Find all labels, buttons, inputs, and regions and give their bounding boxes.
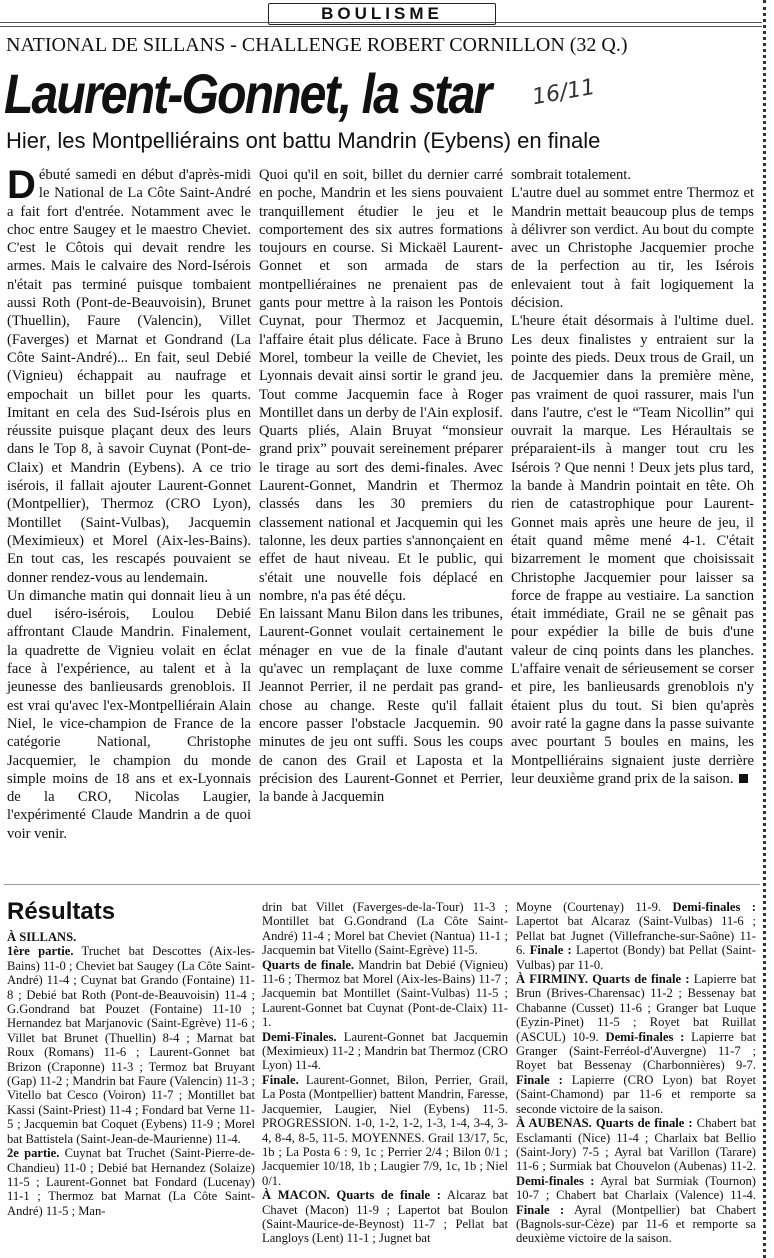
article-paragraph: sombrait totalement. — [511, 167, 631, 183]
round-text: Lapertot bat Alcaraz (Saint-Vulbas) 11-6 ; Pellat bat Jugnet (Villefranche-sur-Saône) 11-6. — [516, 914, 756, 958]
results-entry — [262, 958, 508, 1030]
round-text: Lapertot (Bondy) bat Pellat (Saint-Vulbas) par 11-0. — [516, 943, 756, 972]
round-text: Lapierre bat Brun (Brives-Charensac) 11-2 ; Bessenay bat Chabanne (Cusset) 11-6 ; Granger bat Luque (Eyzin-Pinet) 11-5 ; Royet bat Ruillat (ASCUL) 10-9. — [516, 972, 756, 1044]
results-entry — [7, 1146, 255, 1218]
round-text: Laurent-Gonnet bat Jacquemin (Meximieux) 11-2 ; Mandrin bat Thermoz (CRO Lyon) 11-4. — [262, 1029, 508, 1073]
results-entry — [516, 972, 756, 1116]
round-text: Ayral (Montpellier) bat Chabert (Bagnols-sur-Cèze) par 11-6 et remporte sa deuxième victoire de la saison. — [516, 1202, 756, 1246]
results-entry — [516, 900, 756, 972]
rubric-rule-lower — [0, 26, 762, 27]
venue-heading: À MACON. — [262, 1188, 330, 1203]
round-text: Chabert bat Esclamanti (Nice) 11-4 ; Charlaix bat Bellio (Saint-Jory) 7-5 ; Ayral bat Varillon (Tarare) 11-6 ; Surmiak bat Chouvelon (Aubenas) 11-2. — [516, 1116, 756, 1174]
article-paragraph: Quarts pliés, Alain Bruyat “monsieur grand prix” pouvait sereinement préparer le tirage au sort des demi-finales. Avec Laurent-Gonnet, Mandrin et Thermoz classés dans les 30 premiers du classement national et Jacquemin qui les talonne, les deux parties s'annonçaient en effet de haut niveau. Et le public, qui s'était une nouvelle fois déplacé en nombre, n'a pas été déçu. — [259, 423, 503, 604]
perforation-edge — [763, 0, 766, 1258]
round-label: 1ère partie. — [7, 944, 74, 959]
round-text: Ayral bat Surmiak (Tournon) 10-7 ; Chabert bat Charlaix (Valence) 11-4. — [516, 1173, 756, 1203]
round-label: Demi-finales : — [605, 1029, 685, 1044]
article-paragraph: L'autre duel au sommet entre Thermoz et Mandrin mettait beaucoup plus de temps à délivrer son verdict. Au bout du compte avec un Christophe Jacquemier proche de la perfection au tir, les Isérois enlevaient tout à fait logiquement la décision. — [511, 185, 754, 312]
subtitle: Hier, les Montpelliérains ont battu Mandrin (Eybens) en finale — [6, 128, 601, 153]
round-text: Lapierre (CRO Lyon) bat Royet (Saint-Chamond) par 11-6 et remporte sa seconde victoire de la saison. — [516, 1072, 756, 1116]
venue-heading: À AUBENAS. — [516, 1116, 592, 1131]
results-column-1 — [7, 930, 255, 1218]
article-paragraph: En laissant Manu Bilon dans les tribunes, Laurent-Gonnet voulait certainement le ménager en vue de la finale d'autant qu'avec un remplaçant de luxe comme Jeannot Perrier, il ne perdait pas grand-chose au change. Reste qu'il fallait encore passer l'obstacle Jacquemin. 90 minutes de jeu ont suffi. Sous les coups de canon des Grail et Laposta et la précision des Laurent-Gonnet et Perrier, la bande à Jacquemin — [259, 606, 503, 806]
headline: Laurent-Gonnet, la star — [4, 62, 491, 125]
results-title: Résultats — [7, 898, 116, 925]
results-column-2 — [262, 900, 508, 1246]
round-text: Lapierre bat Granger (Saint-Ferréol-d'Auvergne) 11-7 ; Royet bat Bessenay (Charbonnières) 9-7. — [516, 1029, 756, 1073]
section-separator — [4, 884, 760, 885]
results-column-3 — [516, 900, 756, 1246]
round-label: Quarts de finale : — [336, 1188, 441, 1203]
round-label: Quarts de finale : — [595, 1116, 693, 1131]
paragraph-text: ébuté samedi en début d'après-midi le National de La Côte Saint-André a fait fort d'entrée. Notamment avec le choc entre Saugey et le maestro Cheviet. C'est le Côtois qui devait rendre les armes. Mais le calvaire des Nord-Isérois n'était pas terminé puisque tombaient aussi Roth (Pont-de-Beauvoisin), Brunet (Thuellin), Faure (Valencin), Villet (Faverges) et Marnat et Gondrand (La Côte Saint-André)... En fait, seul Debié (Vignieu) échappait au naufrage et empochait un billet pour les quarts. Imitant en cela des Sud-Isérois plus en réussite puisque plaçant deux des leurs dans le Top 8, à savoir Cuynat (Pont-de-Claix) et Mandrin (Eybens). A ce trio isérois, il fallait ajouter Laurent-Gonnet (Montpellier), Thermoz (CRO Lyon), Montillet (Saint-Vulbas), Jacquemin (Meximieux) et Morel (Aix-les-Bains). En tout cas, les rescapés pouvaient se donner rendez-vous au lendemain. — [7, 167, 251, 586]
results-entry — [7, 944, 255, 1146]
round-label: Finale : — [516, 1202, 565, 1217]
article-paragraph — [7, 163, 251, 587]
round-text: Cuynat bat Truchet (Saint-Pierre-de-Chandieu) 11-0 ; Debié bat Hernandez (Solaize) 11-5 ; Laurent-Gonnet bat Fondard (Lucenay) 11-1 ; Thermoz bat Marnat (La Côte Saint-André) 11-5 ; Man- — [7, 1146, 255, 1218]
article-column-3 — [511, 166, 754, 788]
round-text: Moyne (Courtenay) 11-9. — [516, 900, 662, 914]
round-label: Finale : — [516, 1072, 563, 1087]
round-label: Demi-finales : — [516, 1173, 595, 1188]
end-mark-icon — [739, 774, 748, 783]
round-label: 2e partie. — [7, 1146, 60, 1161]
round-label: Finale. — [262, 1072, 299, 1087]
handwritten-note: 16/11 — [530, 74, 598, 111]
round-label: Finale : — [529, 943, 572, 958]
results-entry — [262, 1073, 508, 1188]
round-label: Quarts de finale : — [592, 972, 690, 987]
drop-cap: D — [7, 163, 36, 207]
article-paragraph: Quoi qu'il en soit, billet du dernier carré en poche, Mandrin et les siens pouvaient tranquillement étudier le jeu et le comportement des six autres formations toujours en course. Si Mickaël Laurent-Gonnet et son armada de stars montpelliéraines ne prenaient pas de gants pour mettre à la raison les Pontois Cuynat, pour Thermoz et Jacquemin, l'affaire était plus délicate. Face à Bruno Morel, tombeur la veille de Cheviet, les Lyonnais devait ainsi sortir le grand jeu. Tout comme Jacquemin face à Roger Montillet dans un derby de l'Ain explosif. — [259, 167, 503, 421]
round-label: Demi-finales : — [672, 900, 757, 914]
results-entry — [516, 1116, 756, 1246]
round-text: Laurent-Gonnet, Bilon, Perrier, Grail, La Posta (Montpellier) battent Mandrin, Faresse, Jacquemier, Laugier, Niel (Eybens) 11-5. PROGRESSION. 1-0, 1-2, 1-2, 1-3, 1-4, 3-4, 3-4, 8-4, 8-5, 11-5. MOYENNES. Grail 13/17, 5c, 1b ; La Posta 6 : 9, 1c ; Perrier 2/4 ; Bilon 0/1 ; Jacquemier 10/18, 1b ; Laugier 7/9, 1c, 1b ; Niel 0/1. — [262, 1072, 508, 1188]
round-text: Alcaraz bat Chavet (Macon) 11-9 ; Lapertot bat Boulon (Saint-Maurice-de-Beynost) 11-7 ; Pellat bat Langloys (Lent) 11-1 ; Jugnet bat — [262, 1188, 508, 1246]
rubric-rule — [0, 22, 762, 23]
results-entry: drin bat Villet (Faverges-de-la-Tour) 11-3 ; Montillet bat G.Gondrand (La Côte Saint-André) 11-4 ; Morel bat Cheviet (Nantua) 11-1 ; Jacquemin bat Vitello (Saint-Egrève) 11-5. — [262, 900, 508, 958]
paragraph-text: L'heure était désormais à l'ultime duel. Les deux finalistes y entraient sur la pointe des pieds. Deux trous de Grail, un de Jacquemier dans la première mène, pas vraiment de quoi rassurer, mais l'un dans l'autre, c'est le “Team Nicollin” qui ouvrait la marque. Les Héraultais se préparaient-ils à manger tout cru les Isérois ? Que nenni ! Deux jets plus tard, la bande à Mandrin pointait en tête. Oh rien de catastrophique pour Laurent-Gonnet mais après une heure de jeu, il était quand même mené 4-1. C'était bizarrement le moment que choisissait Christophe Jacquemier pour laisser sa force de frappe au vestiaire. La sanction était immédiate, Grail ne se gênait pas pour expédier la bille de buis d'une valeur de cinq points dans les planches. L'affaire venait de sérieusement se corser et pire, les banlieusards grenoblois n'y étaient plus du tout. Si bien qu'après avoir raté la gagne dans la passe suivante avec pourtant 5 boules en mains, les Montpelliérains signaient juste derrière leur deuxième grand prix de la saison. — [511, 313, 754, 787]
article-column-2 — [259, 166, 503, 806]
round-text: Mandrin bat Debié (Vignieu) 11-6 ; Thermoz bat Morel (Aix-les-Bains) 11-7 ; Jacquemin bat Montillet (Saint-Vulbas) 11-5 ; Laurent-Gonnet bat Cuynat (Pont-de-Claix) 11-1. — [262, 957, 508, 1030]
results-entry — [262, 1030, 508, 1073]
article-paragraph: Un dimanche matin qui donnait lieu à un duel iséro-isérois, Loulou Debié affrontant Claude Mandrin. Finalement, la quadrette de Vignieu volait en éclat face à l'expérience, au talent et à la jeunesse des banlieusards grenoblois. Il est vrai qu'avec l'ex-Montpelliérain Alain Niel, le vice-champion de France de la catégorie National, Christophe Jacquemier, le champion du monde simple moins de 18 ans et ex-Lyonnais de la CRO, Nicolas Laugier, l'expérimenté Claude Mandrin a de quoi voir venir. — [7, 587, 251, 842]
event-line: NATIONAL DE SILLANS - CHALLENGE ROBERT CORNILLON (32 Q.) — [6, 34, 628, 56]
venue-heading: À FIRMINY. — [516, 972, 588, 987]
section-rubric: BOULISME — [268, 3, 496, 25]
round-label: Demi-Finales. — [262, 1029, 337, 1044]
article-paragraph — [511, 312, 754, 788]
venue-heading: À SILLANS. — [7, 930, 77, 944]
round-label: Quarts de finale. — [262, 957, 355, 972]
results-entry — [262, 1188, 508, 1246]
round-text: Truchet bat Descottes (Aix-les-Bains) 11-0 ; Cheviet bat Saugey (La Côte Saint-André) 11-4 ; Cuynat bat Grando (Fontaine) 11-8 ; Debié bat Roth (Pont-de-Beauvoisin) 11-4 ; G.Gondrand bat Pouzet (Fontaine) 11-10 ; Hernandez bat Marjanovic (Saint-Egrève) 11-6 ; Villet bat Brunet (Thuellin) 8-4 ; Marnat bat Roux (Romans) 11-6 ; Laurent-Gonnet bat Brizon (Craponne) 11-3 ; Termoz bat Bruyant (Gap) 11-2 ; Mandrin bat Faure (Valencin) 11-3 ; Vitello bat Cesco (Voiron) 11-7 ; Montillet bat Kassi (Saint-Priest) 11-4 ; Fondard bat Verne 11-5 ; Jacquemin bat Coquet (Eybens) 11-9 ; Morel bat Battistela (Saint-Jean-de-Maurienne) 11-4. — [7, 944, 255, 1146]
article-column-1 — [7, 163, 251, 843]
